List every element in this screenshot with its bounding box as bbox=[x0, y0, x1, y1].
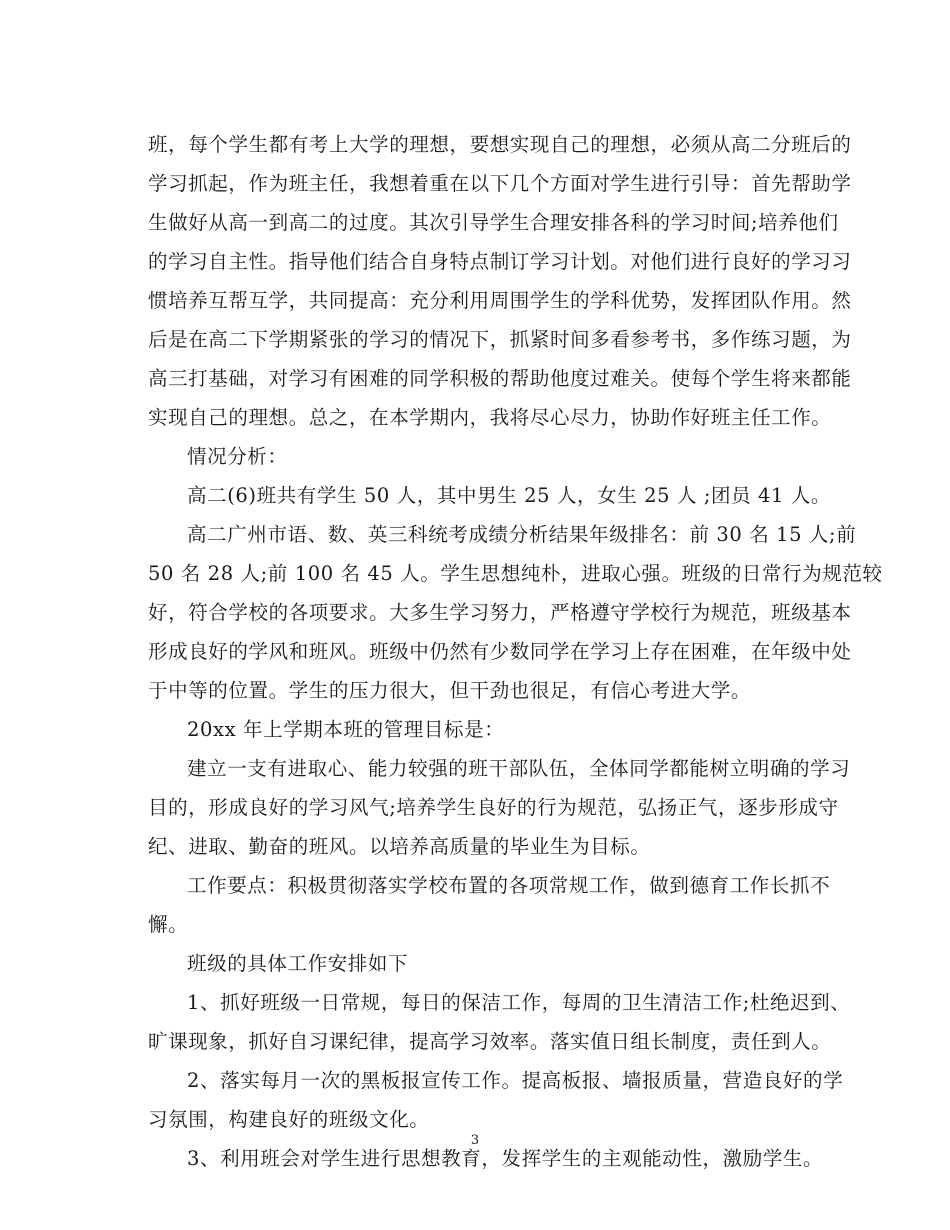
body-text-line: 懈。 bbox=[148, 913, 189, 936]
body-text-line: 高二(6)班共有学生 50 人，其中男生 25 人，女生 25 人 ;团员 41 人。 bbox=[187, 484, 832, 507]
body-text-line: 高三打基础，对学习有困难的同学积极的帮助他度过难关。使每个学生将来都能 bbox=[148, 367, 852, 390]
body-text-line: 好，符合学校的各项要求。大多生学习努力，严格遵守学校行为规范，班级基本 bbox=[148, 601, 852, 624]
list-item-line: 2、落实每月一次的黑板报宣传工作。提高板报、墙报质量，营造良好的学 bbox=[187, 1069, 844, 1092]
section-heading: 情况分析： bbox=[187, 445, 288, 468]
body-text-line: 生做好从高一到高二的过度。其次引导学生合理安排各科的学习时间;培养他们 bbox=[148, 211, 839, 234]
section-heading: 班级的具体工作安排如下 bbox=[187, 952, 409, 975]
body-text-line: 惯培养互帮互学，共同提高：充分利用周围学生的学科优势，发挥团队作用。然 bbox=[148, 289, 852, 312]
body-text-line: 的学习自主性。指导他们结合自身特点制订学习计划。对他们进行良好的学习习 bbox=[148, 250, 852, 273]
list-item-line: 旷课现象，抓好自习课纪律，提高学习效率。落实值日组长制度，责任到人。 bbox=[148, 1030, 832, 1053]
body-text-line: 于中等的位置。学生的压力很大，但干劲也很足，有信心考进大学。 bbox=[148, 679, 752, 702]
list-item-line: 习氛围，构建良好的班级文化。 bbox=[148, 1108, 430, 1131]
body-text-line: 50 名 28 人;前 100 名 45 人。学生思想纯朴，进取心强。班级的日常行为规范较 bbox=[148, 562, 883, 585]
body-text-line: 纪、进取、勤奋的班风。以培养高质量的毕业生为目标。 bbox=[148, 835, 651, 858]
section-heading: 20xx 年上学期本班的管理目标是： bbox=[187, 718, 505, 741]
page-number: 3 bbox=[470, 1133, 480, 1148]
body-text-line: 后是在高二下学期紧张的学习的情况下，抓紧时间多看参考书，多作练习题，为 bbox=[148, 328, 852, 351]
body-text-line: 形成良好的学风和班风。班级中仍然有少数同学在学习上存在困难，在年级中处 bbox=[148, 640, 852, 663]
body-text-line: 班，每个学生都有考上大学的理想，要想实现自己的理想，必须从高二分班后的 bbox=[148, 133, 852, 156]
body-text-line: 学习抓起，作为班主任，我想着重在以下几个方面对学生进行引导：首先帮助学 bbox=[148, 172, 852, 195]
list-item-line: 1、抓好班级一日常规，每日的保洁工作，每周的卫生清洁工作;杜绝迟到、 bbox=[187, 991, 851, 1014]
body-text-line: 实现自己的理想。总之，在本学期内，我将尽心尽力，协助作好班主任工作。 bbox=[148, 406, 832, 429]
body-text-line: 高二广州市语、数、英三科统考成绩分析结果年级排名：前 30 名 15 人;前 bbox=[187, 523, 857, 546]
body-text-line: 目的，形成良好的学习风气;培养学生良好的行为规范，弘扬正气，逐步形成守 bbox=[148, 796, 839, 819]
body-text-line: 建立一支有进取心、能力较强的班干部队伍，全体同学都能树立明确的学习 bbox=[187, 757, 851, 780]
body-text-line: 工作要点：积极贯彻落实学校布置的各项常规工作，做到德育工作长抓不 bbox=[187, 874, 831, 897]
list-item-line: 3、利用班会对学生进行思想教育，发挥学生的主观能动性，激励学生。 bbox=[187, 1147, 824, 1170]
